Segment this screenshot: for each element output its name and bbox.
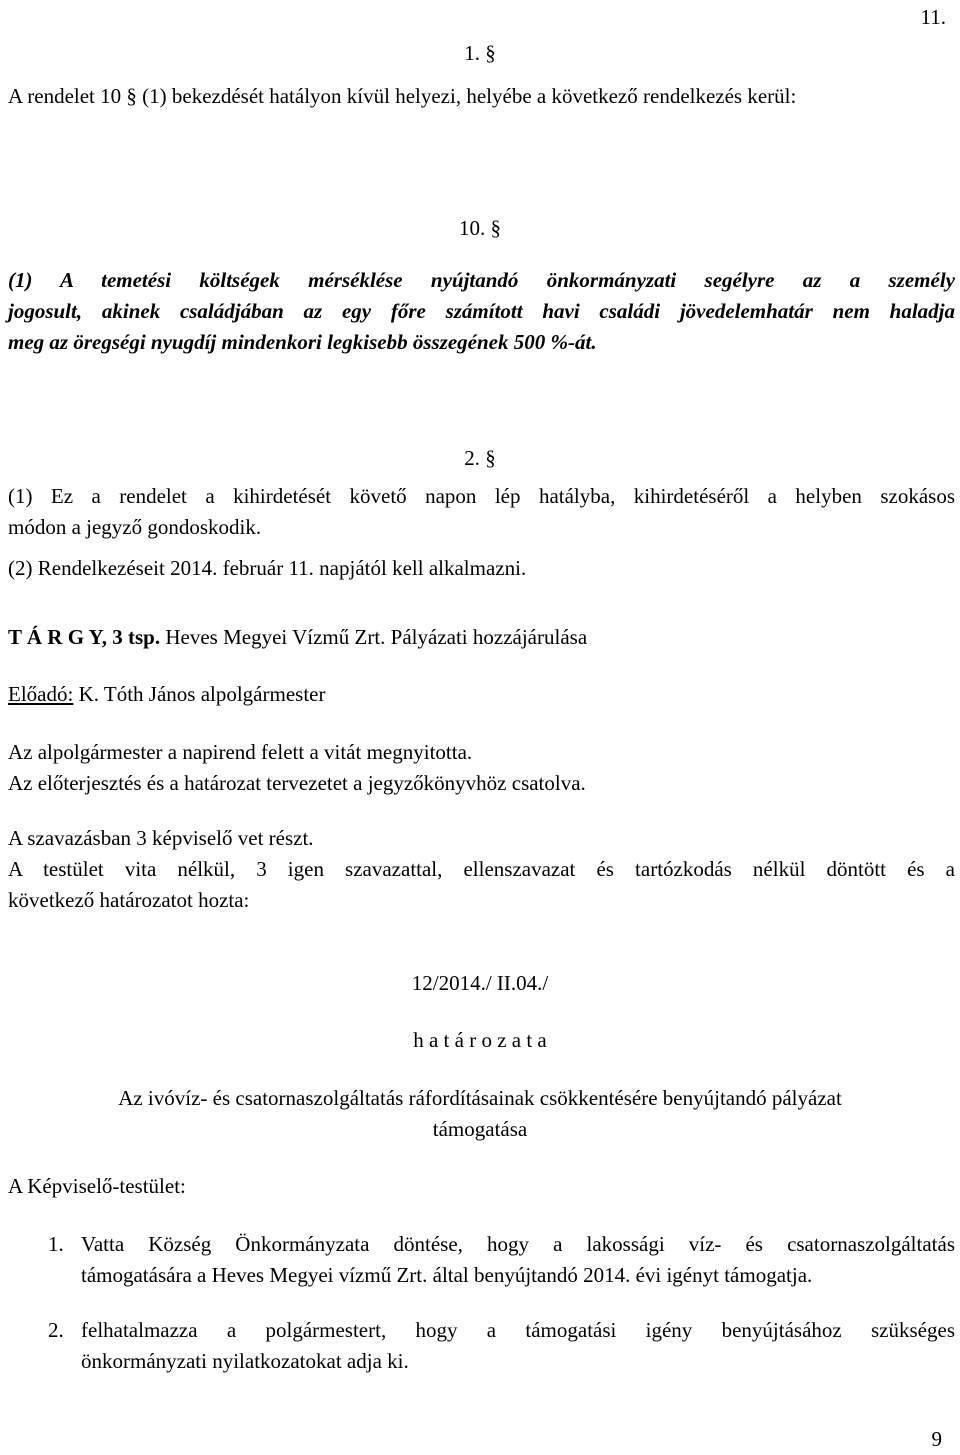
section-2-line-2: módon a jegyző gondoskodik.: [8, 515, 262, 539]
section-10-line-3: meg az öregségi nyugdíj mindenkori legkisebb összegének 500 %-át.: [8, 330, 597, 354]
agenda-line: [8, 622, 587, 653]
section-2-line-1: (1) Ez a rendelet a kihirdetését követő napon lép hatályba, kihirdetéséről a helyben szokásos: [8, 484, 955, 508]
minutes-line-2: Az előterjesztés és a határozat tervezetet a jegyzőkönyvhöz csatolva.: [8, 771, 586, 795]
section-1-heading: 1. §: [464, 41, 496, 65]
presenter-name: K. Tóth János alpolgármester: [73, 682, 326, 706]
page-top-number: 11.: [920, 5, 946, 29]
agenda-label: T Á R G Y, 3 tsp.: [8, 625, 161, 649]
resolution-item-line-2: támogatására a Heves Megyei vízmű Zrt. által benyújtandó 2014. évi igényt támogatja.: [81, 1263, 813, 1287]
section-10-line-2: jogosult, akinek családjában az egy főre számított havi családi jövedelemhatár nem haladja: [8, 299, 955, 323]
resolution-item-number: 1.: [48, 1232, 64, 1256]
resolution-subject-line-1: Az ivóvíz- és csatornaszolgáltatás ráfordításainak csökkentésére benyújtandó pályázat: [118, 1086, 842, 1110]
resolution-item-line-2: önkormányzati nyilatkozatokat adja ki.: [81, 1349, 409, 1373]
resolution-item-line-1: Vatta Község Önkormányzata döntése, hogy a lakossági víz- és csatornaszolgáltatás: [81, 1232, 955, 1256]
minutes-line-1: Az alpolgármester a napirend felett a vitát megnyitotta.: [8, 740, 473, 764]
minutes-line-4: A testület vita nélkül, 3 igen szavazattal, ellenszavazat és tartózkodás nélkül döntött és a: [8, 857, 955, 881]
minutes-line-5: következő határozatot hozta:: [8, 888, 250, 912]
resolution-body-label: A Képviselő-testület:: [8, 1174, 186, 1198]
section-10-line-1: (1) A temetési költségek mérséklése nyújtandó önkormányzati segélyre az a személy: [8, 268, 955, 292]
resolution-number: 12/2014./ II.04./: [411, 971, 549, 995]
resolution-item-line-1: felhatalmazza a polgármestert, hogy a támogatási igény benyújtásához szükséges: [81, 1318, 955, 1342]
agenda-title: Heves Megyei Vízmű Zrt. Pályázati hozzájárulása: [160, 625, 588, 649]
presenter-line: [8, 679, 325, 710]
section-2-heading: 2. §: [464, 446, 496, 470]
resolution-label: h a t á r o z a t a: [413, 1028, 547, 1052]
resolution-item-number: 2.: [48, 1318, 64, 1342]
page-number: 9: [931, 1427, 942, 1451]
minutes-line-3: A szavazásban 3 képviselő vet részt.: [8, 826, 314, 850]
presenter-label: Előadó:: [8, 682, 74, 706]
resolution-subject-line-2: támogatása: [432, 1117, 528, 1141]
section-10-heading: 10. §: [459, 216, 501, 240]
section-2-para-2: (2) Rendelkezéseit 2014. február 11. napjától kell alkalmazni.: [8, 556, 527, 580]
section-1-text: A rendelet 10 § (1) bekezdését hatályon kívül helyezi, helyébe a következő rendelkezés kerül:: [8, 84, 797, 108]
